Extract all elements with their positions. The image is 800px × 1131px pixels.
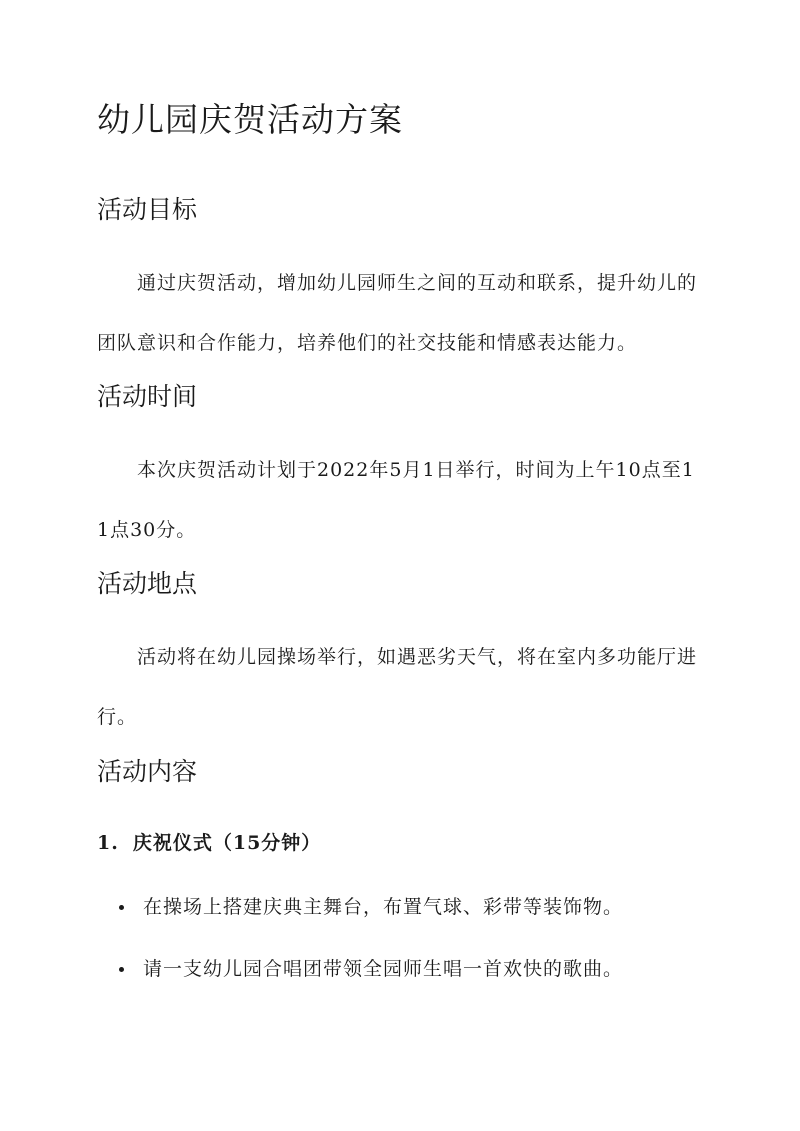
- list-item: [97, 892, 707, 954]
- bullet-list: [97, 892, 707, 1016]
- list-item: [97, 954, 707, 1016]
- subsection-number: 1.: [97, 832, 119, 854]
- list-item-text: 在操场上搭建庆典主舞台，布置气球、彩带等装饰物。: [143, 896, 624, 918]
- bullet-icon: [119, 967, 124, 972]
- subsection-title: 庆祝仪式（15分钟）: [132, 832, 322, 854]
- list-item-text: 请一支幼儿园合唱团带领全园师生唱一首欢快的歌曲。: [143, 958, 624, 980]
- section-paragraph-goal: 通过庆贺活动，增加幼儿园师生之间的互动和联系，提升幼儿的团队意识和合作能力，培养他们的社交技能和情感表达能力。: [97, 272, 698, 354]
- section-heading-time: 活动时间: [97, 382, 198, 411]
- section-paragraph-time: 本次庆贺活动计划于2022年5月1日举行，时间为上午10点至11点30分。: [97, 459, 695, 541]
- section-paragraph-location: 活动将在幼儿园操场举行，如遇恶劣天气，将在室内多功能厅进行。: [97, 646, 698, 728]
- bullet-icon: [119, 905, 124, 910]
- subsection-heading: [97, 828, 321, 858]
- section-heading-goal: 活动目标: [97, 195, 198, 224]
- section-heading-location: 活动地点: [97, 569, 198, 598]
- section-heading-content: 活动内容: [97, 757, 198, 786]
- document-title: 幼儿园庆贺活动方案: [97, 100, 403, 139]
